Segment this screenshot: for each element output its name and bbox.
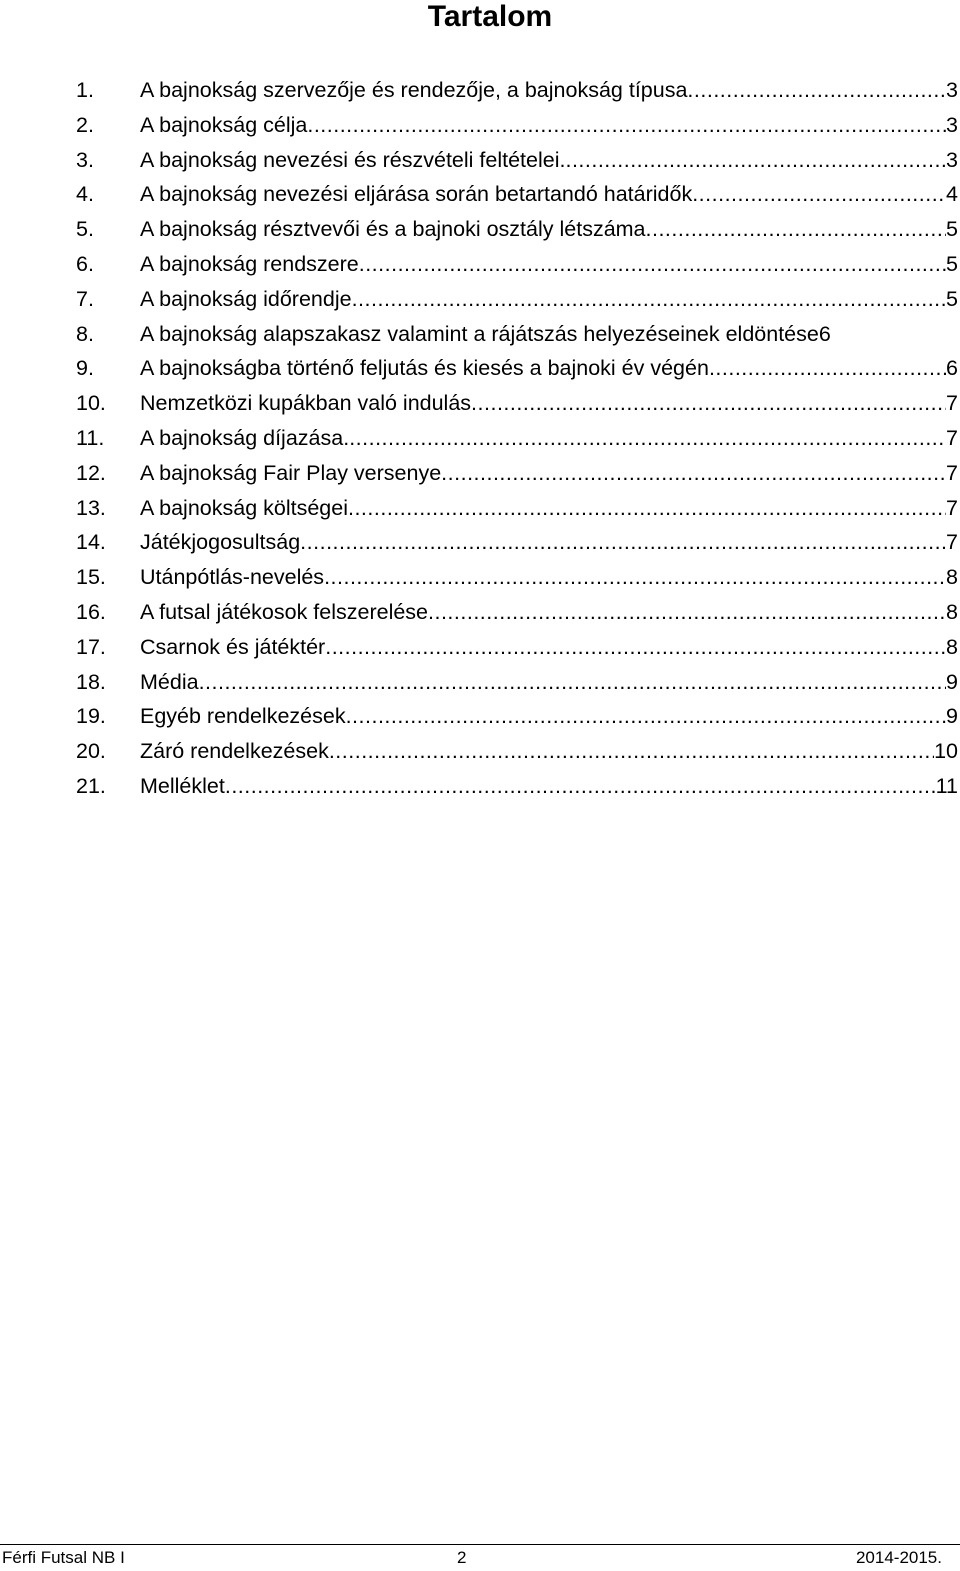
- toc-entry-page: 7: [946, 425, 958, 450]
- toc-entry-page: 7: [946, 460, 958, 485]
- toc-entry[interactable]: [76, 217, 958, 252]
- toc-entry-number: 18.: [76, 669, 106, 694]
- toc-entry-number: 4.: [76, 182, 94, 207]
- toc-entry[interactable]: [76, 496, 958, 531]
- toc-entry-title: A bajnokság alapszakasz valamint a rájátszás helyezéseinek eldöntése: [140, 321, 819, 346]
- toc-entry-page: 3: [946, 112, 958, 137]
- page-footer: [0, 1544, 960, 1571]
- toc-entry[interactable]: [76, 252, 958, 287]
- toc-entry-page: 11: [935, 773, 958, 798]
- toc-entry[interactable]: [76, 356, 958, 391]
- toc-entry-title: Nemzetközi kupákban való indulás: [140, 391, 472, 416]
- toc-leader-dots: [565, 148, 946, 173]
- footer-document-name: Férfi Futsal NB I: [2, 1548, 125, 1567]
- toc-entry-number: 13.: [76, 495, 106, 520]
- toc-entry-number: 5.: [76, 217, 94, 242]
- toc-entry[interactable]: [76, 635, 958, 670]
- toc-entry-title: Utánpótlás-nevelés: [140, 565, 325, 590]
- toc-entry-number: 16.: [76, 599, 106, 624]
- toc-entry[interactable]: [76, 530, 958, 565]
- toc-entry-page: 5: [946, 217, 958, 242]
- toc-leader-dots: [346, 704, 946, 729]
- toc-entry-number: 17.: [76, 634, 106, 659]
- toc-entry-title: A futsal játékosok felszerelése: [140, 599, 429, 624]
- toc-leader-dots: [307, 113, 946, 138]
- toc-entry-page: 3: [946, 78, 958, 102]
- toc-entry-title: Média: [140, 669, 199, 694]
- toc-entry-title: A bajnokság résztvevői és a bajnoki osztály létszáma: [140, 217, 646, 242]
- toc-entry-page: 7: [946, 530, 958, 555]
- toc-entry[interactable]: [76, 426, 958, 461]
- toc-leader-dots: [441, 461, 946, 486]
- toc-entry-title: Csarnok és játéktér: [140, 634, 326, 659]
- toc-entry[interactable]: [76, 774, 958, 809]
- toc-entry[interactable]: [76, 739, 958, 774]
- toc-entry-number: 1.: [76, 78, 94, 102]
- toc-entry-page: 9: [946, 669, 958, 694]
- toc-entry-number: 7.: [76, 286, 94, 311]
- toc-leader-dots: [709, 356, 946, 381]
- toc-entry-page: 5: [946, 251, 958, 276]
- toc-entry-title: A bajnokság díjazása.: [140, 425, 350, 450]
- toc-leader-dots: [687, 78, 946, 103]
- toc-entry-page: 4: [946, 182, 958, 207]
- toc-entry-number: 8.: [76, 321, 94, 346]
- toc-entry-page: 3: [946, 147, 958, 172]
- toc-entry[interactable]: [76, 78, 958, 113]
- toc-entry[interactable]: [76, 322, 958, 357]
- toc-entry-page: 9: [946, 704, 958, 729]
- footer-page-number: 2: [457, 1548, 467, 1567]
- toc-leader-dots: [225, 774, 936, 799]
- toc-entry-title: A bajnokság időrendje: [140, 286, 352, 311]
- toc-entry-title: A bajnokság szervezője és rendezője, a bajnokság típusa: [140, 78, 688, 102]
- toc-entry-title: Egyéb rendelkezések: [140, 704, 346, 729]
- toc-entry-number: 6.: [76, 251, 94, 276]
- toc-leader-dots: [348, 496, 946, 521]
- toc-leader-dots: [324, 565, 946, 590]
- toc-entry[interactable]: [76, 461, 958, 496]
- toc-entry-title: A bajnokság rendszere: [140, 251, 359, 276]
- toc-leader-dots: [359, 252, 946, 277]
- toc-entry-title: A bajnokság Fair Play versenye: [140, 460, 442, 485]
- toc-entry-title: A bajnokság költségei: [140, 495, 348, 520]
- toc-entry-title: A bajnokság nevezési és részvételi feltételei.: [140, 147, 566, 172]
- toc-entry[interactable]: [76, 670, 958, 705]
- toc-leader-dots: [471, 391, 946, 416]
- toc-entry-number: 2.: [76, 112, 94, 137]
- table-of-contents: [76, 78, 958, 809]
- toc-entry[interactable]: [76, 600, 958, 635]
- toc-leader-dots: [329, 739, 934, 764]
- toc-entry-number: 3.: [76, 147, 94, 172]
- toc-entry-page: 8: [946, 599, 958, 624]
- toc-entry[interactable]: [76, 182, 958, 217]
- toc-entry-page: 8: [946, 634, 958, 659]
- toc-entry-page: 7: [946, 495, 958, 520]
- toc-entry-title: Melléklet: [140, 773, 225, 798]
- toc-entry-title: A bajnokságba történő feljutás és kiesés a bajnoki év végén: [140, 356, 709, 381]
- toc-entry[interactable]: [76, 113, 958, 148]
- toc-entry-page: 7: [946, 391, 958, 416]
- toc-leader-dots: [199, 670, 946, 695]
- toc-entry-page: 5: [946, 286, 958, 311]
- toc-entry-page: 10: [934, 739, 958, 764]
- toc-entry[interactable]: [76, 148, 958, 183]
- toc-entry-page: 6: [818, 321, 831, 346]
- page-title: Tartalom: [427, 0, 553, 33]
- toc-entry-number: 9.: [76, 356, 94, 381]
- toc-entry-number: 12.: [76, 460, 106, 485]
- toc-entry-number: 19.: [76, 704, 106, 729]
- toc-entry[interactable]: [76, 287, 958, 322]
- toc-entry-number: 14.: [76, 530, 106, 555]
- footer-season: 2014-2015.: [855, 1548, 942, 1567]
- toc-entry-number: 11.: [76, 425, 105, 450]
- toc-entry-page: 8: [946, 565, 958, 590]
- toc-entry-title: A bajnokság célja: [140, 112, 308, 137]
- toc-entry[interactable]: [76, 391, 958, 426]
- toc-leader-dots: [352, 287, 946, 312]
- toc-entry-number: 20.: [76, 739, 106, 764]
- toc-entry-title: Záró rendelkezések: [140, 739, 329, 764]
- toc-entry[interactable]: [76, 565, 958, 600]
- toc-leader-dots: [692, 182, 946, 207]
- toc-entry-page: 6: [946, 356, 958, 381]
- toc-entry[interactable]: [76, 704, 958, 739]
- toc-entry-title: A bajnokság nevezési eljárása során betartandó határidők: [140, 182, 693, 207]
- toc-leader-dots: [428, 600, 946, 625]
- toc-leader-dots: [300, 530, 946, 555]
- toc-entry-title: Játékjogosultság: [140, 530, 301, 555]
- toc-leader-dots: [646, 217, 947, 242]
- toc-entry-number: 10.: [76, 391, 106, 416]
- toc-entry-number: 15.: [76, 565, 106, 590]
- toc-entry-number: 21.: [76, 773, 106, 798]
- toc-leader-dots: [325, 635, 946, 660]
- toc-leader-dots: [349, 426, 946, 451]
